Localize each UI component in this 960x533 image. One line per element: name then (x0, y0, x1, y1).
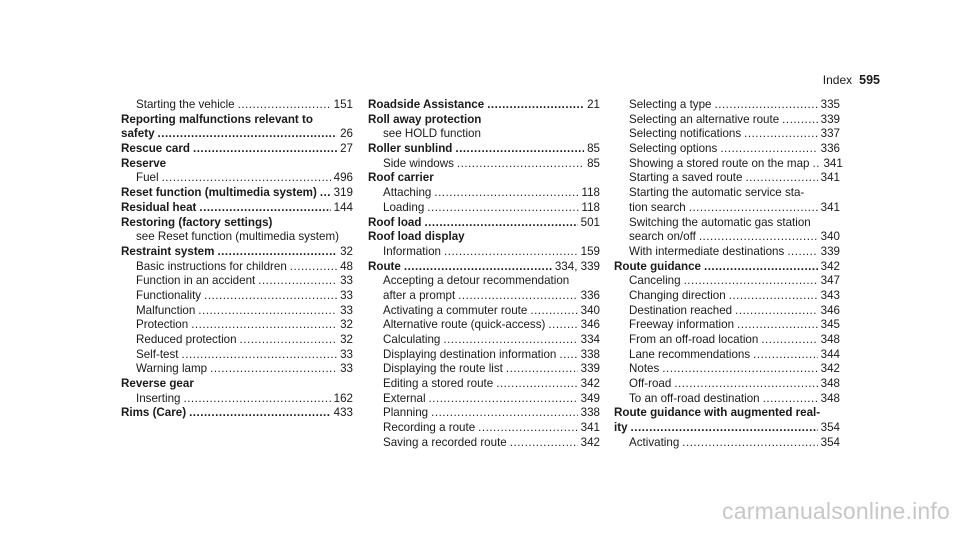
dot-leader (191, 318, 337, 333)
index-subentry (121, 274, 353, 289)
entry-term: Freeway information (629, 318, 735, 332)
dot-leader (715, 98, 818, 113)
page-reference: 32 (340, 244, 353, 258)
dot-leader (559, 348, 577, 363)
index-subentry (614, 289, 840, 304)
index-entry (614, 406, 840, 421)
entry-term: Changing direction (629, 288, 726, 302)
entry-term: Function in an accident (136, 274, 256, 288)
page-reference: 32 (340, 318, 353, 332)
dot-leader (427, 201, 578, 216)
entry-term: Notes (629, 362, 660, 376)
dot-leader (199, 201, 330, 216)
index-entry (368, 216, 600, 231)
index-subentry (368, 436, 600, 451)
index-entry (368, 230, 600, 245)
entry-term: Attaching (383, 186, 432, 200)
dot-leader (530, 304, 577, 319)
page-reference: 336 (580, 288, 600, 302)
entry-term: Displaying the route list (383, 362, 503, 376)
index-subentry (614, 318, 840, 333)
dot-leader (455, 142, 584, 157)
index-subentry (121, 230, 353, 245)
entry-term: Displaying destination information (383, 347, 557, 361)
entry-term: Roof load (368, 215, 422, 229)
dot-leader (812, 157, 820, 172)
entry-term: Information (383, 244, 441, 258)
page-reference: 496 (333, 171, 353, 185)
entry-term: Rescue card (121, 142, 190, 156)
page-reference: 341 (820, 200, 840, 214)
dot-leader (487, 98, 584, 113)
page-reference: 343 (820, 288, 840, 302)
page-reference: 26 (340, 127, 353, 141)
entry-term: Residual heat (121, 200, 197, 214)
index-subentry (614, 304, 840, 319)
dot-leader (761, 333, 817, 348)
index-subentry (614, 186, 840, 201)
entry-term: Protection (136, 318, 189, 332)
entry-term: Restraint system (121, 244, 215, 258)
entry-term: Route guidance with augmented real- (614, 406, 821, 420)
dot-leader (204, 289, 337, 304)
page-reference: 338 (580, 347, 600, 361)
index-subentry (368, 333, 600, 348)
index-subentry (368, 362, 600, 377)
entry-term: Saving a recorded route (383, 435, 507, 449)
index-entry (614, 421, 840, 436)
entry-term: Reverse gear (121, 377, 194, 391)
dot-leader (162, 171, 331, 186)
dot-leader (787, 245, 817, 260)
entry-term: after a prompt (383, 288, 456, 302)
dot-leader (744, 127, 818, 142)
page-reference: 345 (820, 318, 840, 332)
entry-term: Destination reached (629, 303, 733, 317)
index-entry (121, 245, 353, 260)
dot-leader (496, 377, 577, 392)
entry-term: Selecting an alternative route (629, 112, 780, 126)
page-reference: 339 (820, 244, 840, 258)
entry-term: Self-test (136, 347, 179, 361)
dot-leader (424, 216, 577, 231)
index-subentry (614, 362, 840, 377)
dot-leader (506, 362, 578, 377)
dot-leader (431, 406, 578, 421)
index-subentry (121, 289, 353, 304)
page-reference: 85 (587, 142, 600, 156)
entry-term: Selecting options (629, 142, 718, 156)
page-reference: 341 (820, 171, 840, 185)
index-subentry (368, 289, 600, 304)
entry-term: Malfunction (136, 303, 196, 317)
page-reference: 32 (340, 333, 353, 346)
page-reference: 118 (581, 186, 600, 200)
dot-leader (238, 98, 331, 113)
entry-term: From an off-road location (629, 333, 759, 346)
entry-term: Alternative route (quick-access) (383, 318, 546, 332)
index-subentry (121, 318, 353, 333)
dot-leader (193, 142, 337, 157)
page-reference: 348 (820, 377, 840, 391)
page-reference: 144 (333, 200, 353, 214)
page-reference: 501 (580, 215, 600, 229)
dot-leader (189, 406, 331, 421)
index-entry (368, 171, 600, 186)
page-reference: 340 (580, 303, 600, 317)
index-entry (121, 157, 353, 172)
page-number: 595 (859, 73, 880, 87)
index-subentry (614, 98, 840, 113)
page-reference: 337 (820, 127, 840, 141)
index-entry (368, 98, 600, 113)
page-reference: 433 (333, 406, 353, 420)
dot-leader (429, 392, 578, 407)
index-entry (368, 142, 600, 157)
entry-term: External (383, 391, 426, 405)
entry-term: Fuel (136, 171, 159, 185)
index-subentry (614, 216, 840, 231)
entry-term: Basic instructions for children (136, 259, 287, 273)
entry-term: Roof carrier (368, 171, 434, 185)
index-entry (121, 216, 353, 231)
entry-term: To an off-road destination (629, 391, 760, 405)
dot-leader (158, 127, 338, 142)
index-subentry (614, 127, 840, 142)
page-reference: 159 (580, 244, 600, 258)
entry-term: Reserve (121, 156, 167, 170)
entry-term: Activating a commuter route (383, 303, 528, 317)
page-reference: 342 (820, 362, 840, 376)
entry-term: Route guidance (614, 259, 701, 273)
dot-leader (674, 377, 817, 392)
entry-term: Switching the automatic gas station (629, 215, 811, 229)
dot-leader (217, 245, 337, 260)
index-subentry (368, 392, 600, 407)
dot-leader (183, 392, 330, 407)
entry-term: Calculating (383, 333, 441, 346)
index-subentry (614, 171, 840, 186)
dot-leader (704, 260, 818, 275)
index-subentry (614, 377, 840, 392)
entry-term: Rims (Care) (121, 406, 187, 420)
entry-term: Starting the vehicle (136, 98, 235, 111)
page-reference: 33 (340, 347, 353, 361)
index-subentry (368, 421, 600, 436)
page-reference: 341 (580, 421, 600, 435)
page-reference: 338 (580, 406, 600, 420)
entry-term: Roadside Assistance (368, 98, 485, 111)
entry-term: Reduced protection (136, 333, 237, 346)
entry-term: Recording a route (383, 421, 476, 435)
page-reference: 336 (820, 142, 840, 156)
page-reference: 354 (820, 421, 840, 435)
page-reference: 33 (340, 288, 353, 302)
entry-term: safety (121, 127, 155, 141)
page-reference: 33 (340, 274, 353, 288)
index-subentry (368, 406, 600, 421)
page-reference: 342 (580, 377, 600, 391)
dot-leader (458, 289, 577, 304)
dot-leader (548, 318, 577, 333)
entry-term: With intermediate destinations (629, 244, 785, 258)
index-subentry (121, 362, 353, 377)
page-reference: 340 (820, 230, 840, 244)
entry-term: Editing a stored route (383, 377, 494, 391)
dot-leader (684, 274, 818, 289)
entry-term: Roller sunblind (368, 142, 453, 156)
page-reference: 33 (340, 303, 353, 317)
index-subentry (614, 113, 840, 128)
page-reference: 335 (820, 98, 840, 111)
index-subentry (121, 260, 353, 275)
entry-term: Selecting notifications (629, 127, 742, 141)
page-reference: 342 (580, 435, 600, 449)
dot-leader (457, 157, 584, 172)
dot-leader (682, 436, 817, 451)
page-reference: 339 (580, 362, 600, 376)
dot-leader (210, 362, 337, 377)
entry-term: Reset function (multimedia system) (121, 186, 317, 200)
entry-term: Route (368, 259, 401, 273)
page-reference: 21 (587, 98, 600, 111)
dot-leader (510, 436, 578, 451)
entry-term: Showing a stored route on the map (629, 156, 810, 170)
index-entry (121, 142, 353, 157)
index-entry (121, 201, 353, 216)
dot-leader (444, 245, 578, 260)
index-subentry (368, 318, 600, 333)
page-reference: 342 (820, 259, 840, 273)
dot-leader (240, 333, 338, 348)
entry-term: Side windows (383, 156, 454, 170)
page-reference: 349 (580, 391, 600, 405)
index-subentry (614, 392, 840, 407)
entry-term: see Reset function (multimedia system) (136, 230, 339, 244)
dot-leader (478, 421, 577, 436)
dot-leader (320, 186, 331, 201)
entry-term: Loading (383, 200, 425, 214)
index-subentry (614, 142, 840, 157)
entry-term: Accepting a detour recommendation (383, 274, 570, 288)
index-subentry (368, 377, 600, 392)
entry-term: ity (614, 421, 628, 435)
entry-term: Roof load display (368, 230, 465, 244)
entry-term: Off-road (629, 377, 672, 391)
page-reference: 85 (587, 156, 600, 170)
page-reference: 118 (581, 200, 600, 214)
page-reference: 346 (820, 303, 840, 317)
index-subentry (614, 245, 840, 260)
index-subentry (368, 201, 600, 216)
dot-leader (699, 230, 818, 245)
page-reference: 354 (820, 435, 840, 449)
index-subentry (368, 157, 600, 172)
index-subentry (368, 304, 600, 319)
dot-leader (737, 318, 818, 333)
page-reference: 341 (823, 156, 843, 170)
page-reference: 348 (820, 333, 840, 346)
index-subentry (121, 392, 353, 407)
page-reference: 48 (340, 259, 353, 273)
entry-term: Starting the automatic service sta- (629, 186, 805, 200)
page-reference: 339 (820, 112, 840, 126)
index-subentry (614, 274, 840, 289)
dot-leader (434, 186, 578, 201)
index-subentry (121, 98, 353, 113)
dot-leader (720, 142, 817, 157)
dot-leader (631, 421, 818, 436)
entry-term: see HOLD function (383, 127, 481, 141)
entry-term: Reporting malfunctions relevant to (121, 112, 313, 126)
dot-leader (258, 274, 337, 289)
index-column-2 (368, 98, 600, 451)
index-subentry (121, 304, 353, 319)
entry-term: Roll away protection (368, 112, 482, 126)
index-entry (121, 186, 353, 201)
dot-leader (745, 171, 817, 186)
page-reference: 27 (340, 142, 353, 156)
index-subentry (368, 274, 600, 289)
index-subentry (121, 348, 353, 363)
page-header (823, 73, 880, 87)
page-reference: 346 (580, 318, 600, 332)
index-entry (121, 406, 353, 421)
index-subentry (368, 348, 600, 363)
page-reference: 162 (333, 391, 353, 405)
dot-leader (753, 348, 817, 363)
index-entry (614, 260, 840, 275)
index-subentry (121, 333, 353, 348)
dot-leader (763, 392, 818, 407)
page-reference: 347 (820, 274, 840, 288)
page-reference: 334 (580, 333, 600, 346)
index-subentry (614, 201, 840, 216)
index-subentry (614, 156, 843, 172)
dot-leader (198, 304, 337, 319)
entry-term: Functionality (136, 288, 202, 302)
entry-term: Inserting (136, 391, 181, 405)
page-reference: 151 (333, 98, 353, 111)
dot-leader (443, 333, 577, 348)
entry-term: Selecting a type (629, 98, 712, 111)
entry-term: Planning (383, 406, 429, 420)
dot-leader (182, 348, 338, 363)
index-subentry (614, 436, 840, 451)
section-title: Index (822, 73, 853, 87)
page-reference: 348 (820, 391, 840, 405)
entry-term: Lane recommendations (629, 347, 751, 361)
dot-leader (729, 289, 818, 304)
index-entry (368, 113, 600, 128)
index-subentry (368, 186, 600, 201)
index-column-1 (121, 98, 353, 421)
watermark: carmanualsonline.info (722, 498, 950, 524)
index-entry (121, 377, 353, 392)
entry-term: Starting a saved route (629, 171, 743, 185)
index-subentry (368, 127, 600, 142)
index-subentry (121, 171, 353, 186)
entry-term: tion search (629, 200, 686, 214)
page-reference: 33 (340, 362, 353, 376)
page-reference: 319 (333, 186, 353, 200)
index-column-3 (614, 98, 843, 451)
index-subentry (614, 348, 840, 363)
entry-term: Warning lamp (136, 362, 208, 376)
index-subentry (614, 333, 840, 348)
page-reference: 344 (820, 347, 840, 361)
index-entry (121, 127, 353, 142)
page-reference: 334, 339 (554, 259, 600, 273)
dot-leader (689, 201, 818, 216)
entry-term: Canceling (629, 274, 681, 288)
dot-leader (404, 260, 552, 275)
dot-leader (290, 260, 337, 275)
index-subentry (614, 230, 840, 245)
entry-term: search on/off (629, 230, 696, 244)
index-entry (368, 260, 600, 275)
entry-term: Activating (629, 435, 680, 449)
dot-leader (782, 113, 817, 128)
index-entry (121, 113, 353, 128)
dot-leader (735, 304, 818, 319)
entry-term: Restoring (factory settings) (121, 215, 273, 229)
index-subentry (368, 245, 600, 260)
dot-leader (662, 362, 817, 377)
